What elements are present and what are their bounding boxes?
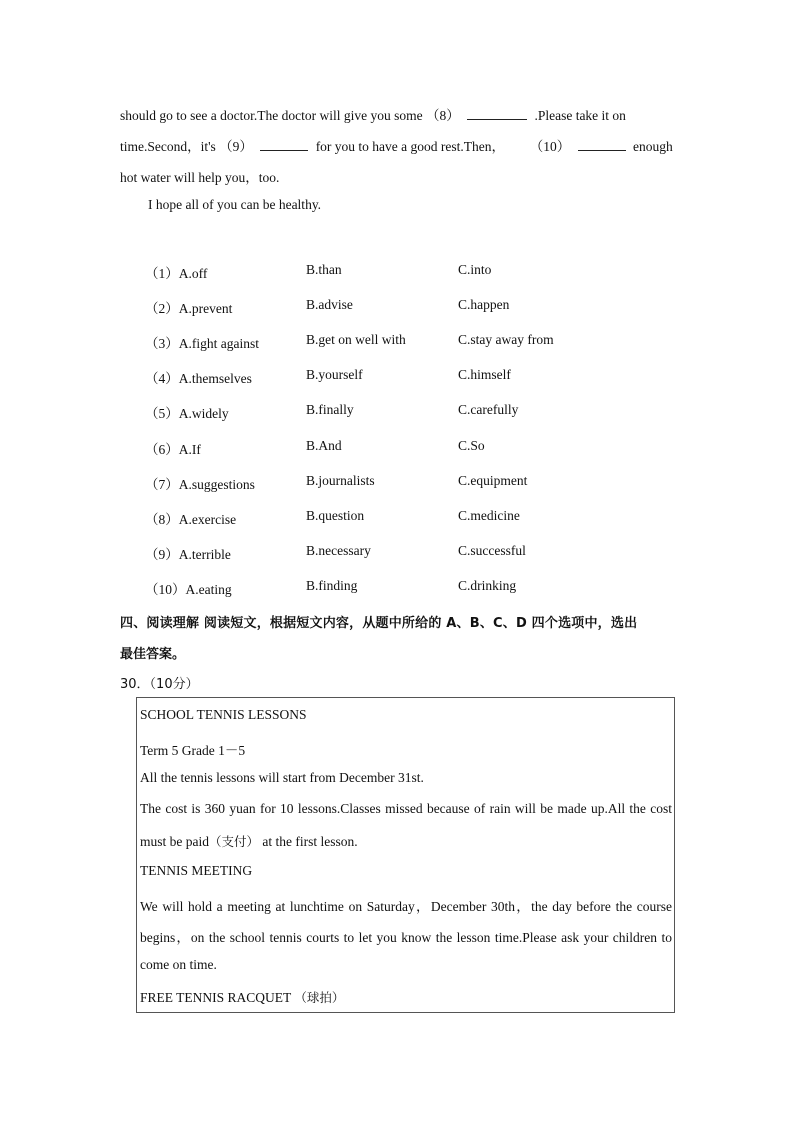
option-a: （7）A.suggestions [145,477,255,492]
notice-text: （支付） [209,834,260,849]
question-number: 30．（10分） [120,677,199,692]
section-heading-cont: 最佳答案。 [120,647,186,662]
meeting-line-2: begins，on the school tennis courts to let you know the lesson time.Please ask your children to [140,930,672,945]
racquet-title [140,988,672,1006]
option-a: （10）A.eating [145,582,232,597]
option-c: C.successful [458,543,526,558]
option-row [145,438,665,458]
option-row [145,543,665,563]
passage-line-3: hot water will help you，too. [120,170,280,185]
option-c: C.So [458,438,485,453]
notice-text: at the first lesson. [259,834,358,849]
passage-text: （10） [529,139,571,154]
option-c: C.into [458,262,492,277]
notice-start: All the tennis lessons will start from December 31st. [140,770,424,785]
option-b: B.question [306,508,365,523]
option-a: （5）A.widely [145,406,229,421]
option-b: B.finally [306,402,354,417]
notice-box [136,697,675,1013]
option-row [145,402,665,422]
option-c: C.drinking [458,578,517,593]
option-c: C.stay away from [458,332,554,347]
section-heading: 四、阅读理解 阅读短文，根据短文内容，从题中所给的 A、B、C、D 四个选项中，选出 [120,616,638,631]
option-row [145,367,665,387]
passage-line-2 [120,135,674,155]
option-b: B.than [306,262,342,277]
option-c: C.carefully [458,402,519,417]
option-a: （6）A.If [145,442,201,457]
blank-9 [260,138,308,151]
option-c: C.himself [458,367,511,382]
meeting-line-3: come on time. [140,957,217,972]
option-c: C.equipment [458,473,528,488]
option-row [145,473,665,493]
option-b: B.necessary [306,543,371,558]
option-a: （9）A.terrible [145,547,231,562]
passage-line-1 [120,104,674,124]
option-b: B.And [306,438,342,453]
option-a: （4）A.themselves [145,371,252,386]
blank-10 [578,138,626,151]
option-a: （1）A.off [145,266,208,281]
notice-text: （球拍） [294,990,345,1005]
notice-text: FREE TENNIS RACQUET [140,990,295,1005]
option-a: （2）A.prevent [145,301,233,316]
option-b: B.get on well with [306,332,406,347]
meeting-line-1: We will hold a meeting at lunchtime on Saturday，December 30th，the day before the course [140,899,672,914]
option-b: B.finding [306,578,358,593]
option-row [145,578,665,598]
blank-8 [467,107,527,120]
notice-text: must be paid [140,834,209,849]
passage-text: enough [633,139,673,154]
option-b: B.yourself [306,367,363,382]
option-row [145,332,665,352]
meeting-title: TENNIS MEETING [140,863,253,878]
option-b: B.advise [306,297,353,312]
option-row [145,262,665,282]
option-a: （3）A.fight against [145,336,259,351]
passage-line-4: I hope all of you can be healthy. [148,197,322,212]
option-row [145,508,665,528]
notice-cost-line-2 [140,832,672,850]
option-a: （8）A.exercise [145,512,237,527]
notice-term: Term 5 Grade 1－5 [140,743,246,758]
passage-text: time.Second，it's （9） [120,139,253,154]
option-c: C.happen [458,297,510,312]
passage-text: should go to see a doctor.The doctor will give you some （8） [120,108,460,123]
option-b: B.journalists [306,473,375,488]
passage-text: .Please take it on [534,108,626,123]
option-c: C.medicine [458,508,520,523]
notice-title: SCHOOL TENNIS LESSONS [140,707,307,722]
notice-cost-line-1: The cost is 360 yuan for 10 lessons.Classes missed because of rain will be made up.All the cost [140,801,672,816]
option-row [145,297,665,317]
passage-text: for you to have a good rest.Then， [315,139,506,154]
